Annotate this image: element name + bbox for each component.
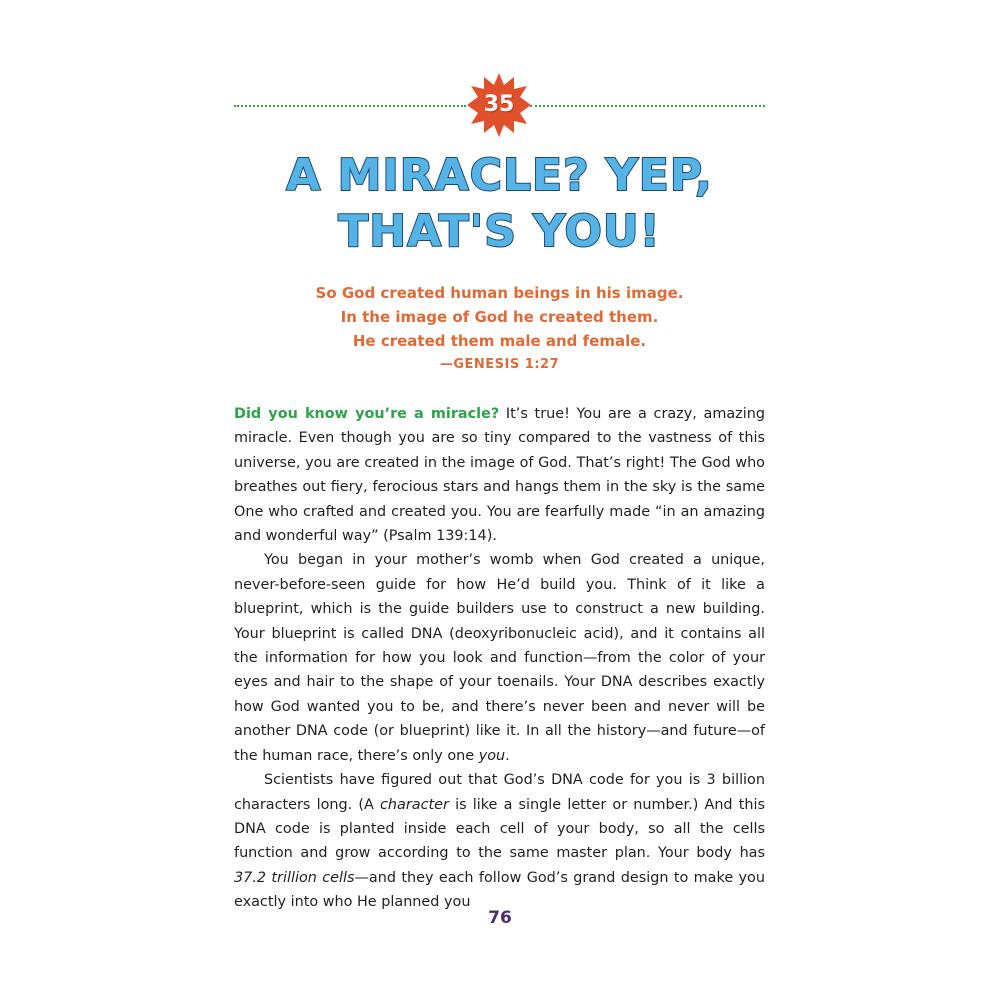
paragraph-3-text-c: —and they each follow God’s grand design to make you exactly into who He planned you [234, 869, 765, 911]
chapter-badge [466, 72, 532, 138]
paragraph-2-text: You began in your mother’s womb when God created a unique, never-before-seen guide for how He’d build you. Think of it like a blueprint, which is the guide builders use to construct a new building. Your blueprint is called DNA (deoxyribonucleic acid), and it contains all the information for how you look and function—from the color of your eyes and hair to the shape of your toenails. Your DNA describes exactly how God wanted you to be, and there’s never been and never will be another DNA code (or blueprint) like it. In all the history—and future—of the human race, there’s only one [234, 552, 765, 764]
lead-in-question: Did you know you’re a miracle? [234, 406, 500, 422]
paragraph-2-emphasis: you [478, 747, 506, 764]
chapter-number: 35 [483, 92, 515, 117]
paragraph-3 [234, 768, 765, 914]
header-rule-left [234, 105, 466, 107]
chapter-title-line1: A MIRACLE? YEP, [286, 150, 713, 201]
paragraph-3-text-b: is like a single letter or number.) And this DNA code is planted inside each cell of your body, so all the cells function and grow according to the same master plan. Your body has [234, 796, 765, 862]
verse-line-1: So God created human beings in his image. [315, 284, 684, 302]
body-text [234, 402, 765, 915]
page-number: 76 [488, 908, 512, 928]
epigraph-verse [234, 281, 765, 377]
paragraph-3-emphasis-1: character [380, 796, 449, 813]
paragraph-2 [234, 548, 765, 768]
header-rule-right [530, 105, 765, 107]
chapter-title [234, 148, 765, 260]
paragraph-2-end: . [505, 747, 510, 764]
verse-reference: —GENESIS 1:27 [439, 357, 560, 372]
verse-line-2: In the image of God he created them. [340, 308, 659, 326]
chapter-title-line2: THAT'S YOU! [338, 206, 661, 257]
paragraph-1-text: It’s true! You are a crazy, amazing miracle. Even though you are so tiny compared to the vastness of this universe, you are created in the image of God. That’s right! The God who breathes out fiery, ferocious stars and hangs them in the sky is the same One who crafted and created you. You are fearfully made “in an amazing and wonderful way” (Psalm 139:14). [234, 406, 765, 545]
paragraph-1 [234, 402, 765, 548]
paragraph-3-emphasis-2: 37.2 trillion cells [234, 869, 355, 886]
paragraph-3-text-a: Scientists have figured out that God’s DNA code for you is 3 billion characters long. (A [234, 772, 765, 813]
verse-line-3: He created them male and female. [352, 332, 647, 350]
